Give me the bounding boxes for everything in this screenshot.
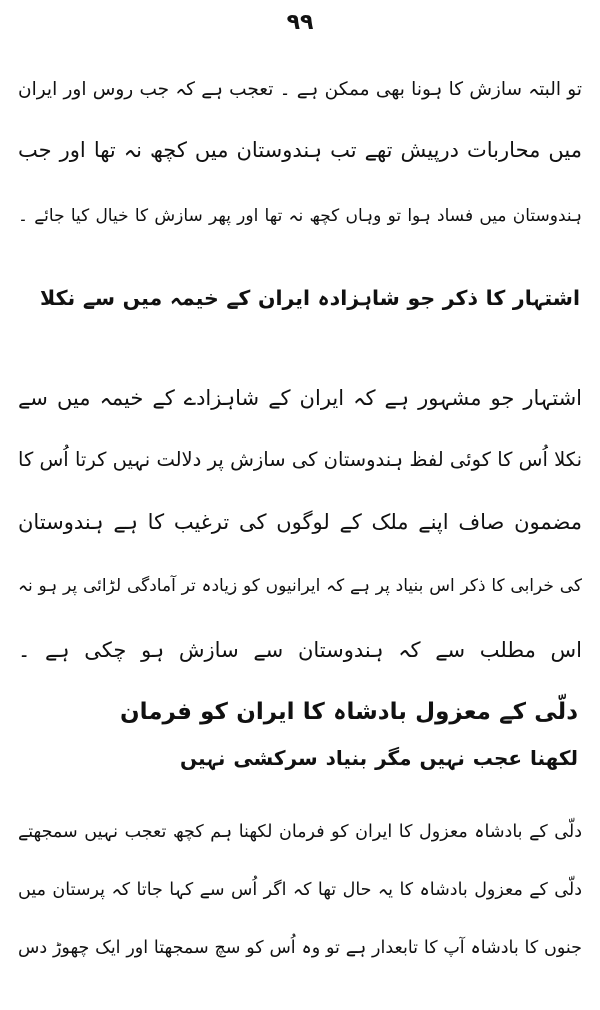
heading-announcement: اشتہار کا ذکر جو شاہزادہ ایران کے خیمہ میں سے نکلا [40, 286, 580, 310]
heading-decree-line-1: دلّی کے معزول بادشاہ کا ایران کو فرمان [120, 699, 578, 725]
page-number: ۹۹ [286, 10, 314, 35]
paragraph3-line-3: جنوں کا بادشاہ آپ کا تابعدار ہے تو وہ اُس کو سچ سمجھتا اور ایک چھوڑ دس [18, 938, 582, 958]
paragraph2-line-4: کی خرابی کا ذکر اس بنیاد پر ہے کہ ایرانیوں کو زیادہ تر آمادگی لڑائی پر ہو نہ [18, 576, 582, 596]
paragraph2-line-3: مضمون صاف اپنے ملک کے لوگوں کی ترغیب کا ہے ہندوستان [18, 510, 582, 534]
paragraph3-line-1: دلّی کے بادشاہ معزول کا ایران کو فرمان لکھنا ہم کچھ تعجب نہیں سمجھتے [18, 822, 582, 842]
paragraph3-line-2: دلّی کے معزول بادشاہ کا یہ حال تھا کہ اگر اُس سے کہا جاتا کہ پرستان میں [18, 880, 582, 900]
paragraph1-line-1: تو البتہ سازش کا ہونا بھی ممکن ہے ۔ تعجب ہے کہ جب روس اور ایران [18, 79, 582, 100]
paragraph2-line-5: اس مطلب سے کہ ہندوستان سے سازش ہو چکی ہے ۔ [18, 638, 582, 662]
paragraph1-line-2: میں محاربات درپیش تھے تب ہندوستان میں کچھ نہ تھا اور جب [18, 138, 582, 162]
heading-decree-line-2: لکھنا عجب نہیں مگر بنیاد سرکشی نہیں [180, 746, 578, 770]
paragraph2-line-1: اشتہار جو مشہور ہے کہ ایران کے شاہزادے کے خیمہ میں سے [18, 386, 582, 410]
paragraph1-line-3: ہندوستان میں فساد ہوا تو وہاں کچھ نہ تھا اور پھر سازش کا خیال کیا جائے ۔ [18, 206, 582, 226]
paragraph2-line-2: نکلا اُس کا کوئی لفظ ہندوستان کی سازش پر دلالت نہیں کرتا اُس کا [18, 448, 582, 471]
